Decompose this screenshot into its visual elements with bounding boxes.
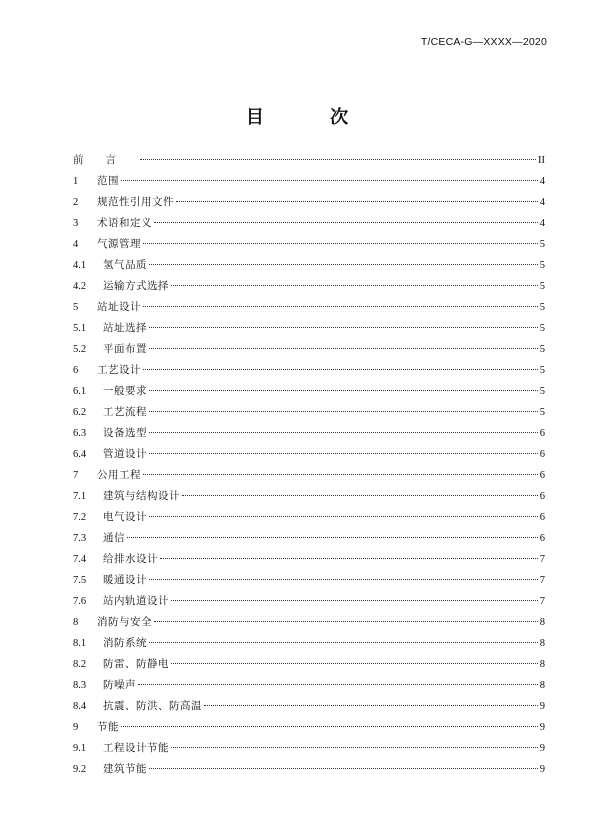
document-code: T/CECA-G—XXXX—2020 — [420, 36, 547, 48]
toc-entry-title: 暖通设计 — [103, 574, 147, 586]
toc-entry[interactable] — [73, 572, 545, 593]
toc-entry[interactable] — [73, 551, 545, 572]
toc-entry-page: 5 — [539, 239, 545, 250]
toc-entry-title: 站内轨道设计 — [103, 595, 169, 607]
toc-entry-number: 5.2 — [73, 344, 87, 355]
toc-entry-title: 抗震、防洪、防高温 — [103, 700, 202, 712]
toc-entry-number: 5 — [73, 302, 79, 313]
toc-entry-page: 5 — [539, 365, 545, 376]
toc-entry[interactable] — [73, 320, 545, 341]
toc-entry-page: 9 — [539, 764, 545, 775]
toc-entry[interactable] — [73, 362, 545, 383]
toc-entry-title: 平面布置 — [103, 343, 147, 355]
toc-entry-number: 8.3 — [73, 680, 87, 691]
toc-entry-title: 工艺流程 — [103, 406, 147, 418]
toc-entry-page: 6 — [539, 449, 545, 460]
dot-leader — [149, 453, 538, 454]
toc-entry[interactable] — [73, 740, 545, 761]
toc-entry-number: 7 — [73, 470, 79, 481]
toc-entry[interactable] — [73, 509, 545, 530]
toc-entry-number: 7.1 — [73, 491, 87, 502]
dot-leader — [143, 369, 538, 370]
dot-leader — [143, 306, 538, 307]
toc-entry[interactable] — [73, 698, 545, 719]
dot-leader — [176, 201, 538, 202]
toc-entry-title: 范围 — [97, 175, 119, 187]
toc-entry-page: 5 — [539, 281, 545, 292]
toc-entry[interactable] — [73, 152, 545, 173]
dot-leader — [121, 726, 538, 727]
dot-leader — [154, 621, 538, 622]
toc-entry[interactable] — [73, 719, 545, 740]
dot-leader — [171, 285, 538, 286]
toc-entry-title: 站址设计 — [97, 301, 141, 313]
toc-entry[interactable] — [73, 635, 545, 656]
toc-entry-title: 规范性引用文件 — [97, 196, 174, 208]
toc-entry-number: 5.1 — [73, 323, 87, 334]
toc-entry-page: 6 — [539, 470, 545, 481]
toc-entry-title: 消防系统 — [103, 637, 147, 649]
toc-entry-number: 6.2 — [73, 407, 87, 418]
toc-entry[interactable] — [73, 299, 545, 320]
toc-entry-page: 5 — [539, 344, 545, 355]
dot-leader — [143, 243, 538, 244]
table-of-contents — [73, 152, 545, 782]
toc-entry[interactable] — [73, 677, 545, 698]
toc-entry-number: 3 — [73, 218, 79, 229]
dot-leader — [149, 768, 538, 769]
dot-leader — [182, 495, 538, 496]
toc-entry[interactable] — [73, 530, 545, 551]
toc-entry-number: 7.3 — [73, 533, 87, 544]
toc-entry[interactable] — [73, 488, 545, 509]
toc-entry-number: 6 — [73, 365, 79, 376]
toc-entry[interactable] — [73, 383, 545, 404]
toc-entry-title: 节能 — [97, 721, 119, 733]
toc-entry-number: 6.4 — [73, 449, 87, 460]
toc-entry-page: 6 — [539, 491, 545, 502]
toc-entry-page: 5 — [539, 260, 545, 271]
toc-entry-page: 9 — [539, 743, 545, 754]
dot-leader — [127, 537, 538, 538]
toc-entry-title: 电气设计 — [103, 511, 147, 523]
toc-entry-page: 9 — [539, 701, 545, 712]
toc-entry-page: 9 — [539, 722, 545, 733]
toc-entry-page: 4 — [539, 218, 545, 229]
toc-entry-title: 站址选择 — [103, 322, 147, 334]
toc-entry-number: 6.1 — [73, 386, 87, 397]
dot-leader — [154, 222, 538, 223]
dot-leader — [149, 390, 538, 391]
toc-entry-title: 一般要求 — [103, 385, 147, 397]
toc-entry-number: 9 — [73, 722, 79, 733]
toc-entry-page: 4 — [539, 176, 545, 187]
toc-entry-title: 建筑与结构设计 — [103, 490, 180, 502]
toc-entry-number: 7.5 — [73, 575, 87, 586]
toc-entry-page: 7 — [539, 554, 545, 565]
toc-entry-page: 6 — [539, 512, 545, 523]
toc-entry-title: 工艺设计 — [97, 364, 141, 376]
toc-entry-title: 气源管理 — [97, 238, 141, 250]
toc-entry-page: 6 — [539, 428, 545, 439]
dot-leader — [143, 474, 538, 475]
toc-entry-title: 公用工程 — [97, 469, 141, 481]
toc-entry-page: 7 — [539, 575, 545, 586]
toc-entry-title: 消防与安全 — [97, 616, 152, 628]
toc-entry-number: 7.6 — [73, 596, 87, 607]
toc-entry-number: 7.4 — [73, 554, 87, 565]
dot-leader — [204, 705, 538, 706]
dot-leader — [121, 180, 538, 181]
toc-entry-number: 1 — [73, 176, 79, 187]
toc-entry-number: 4.2 — [73, 281, 87, 292]
toc-entry-number: 8.2 — [73, 659, 87, 670]
dot-leader — [171, 663, 538, 664]
toc-entry[interactable] — [73, 404, 545, 425]
toc-entry-title: 前言 — [73, 154, 138, 166]
toc-entry-title: 通信 — [103, 532, 125, 544]
dot-leader — [149, 264, 538, 265]
toc-entry-number: 9.2 — [73, 764, 87, 775]
dot-leader — [160, 558, 538, 559]
toc-entry-number: 8 — [73, 617, 79, 628]
toc-entry-title: 氢气品质 — [103, 259, 147, 271]
toc-entry-page: 5 — [539, 386, 545, 397]
toc-entry-page: 8 — [539, 638, 545, 649]
dot-leader — [149, 348, 538, 349]
toc-entry[interactable] — [73, 467, 545, 488]
dot-leader — [171, 747, 538, 748]
toc-entry-title: 防雷、防静电 — [103, 658, 169, 670]
toc-entry[interactable] — [73, 278, 545, 299]
toc-entry-title: 运输方式选择 — [103, 280, 169, 292]
toc-entry[interactable] — [73, 446, 545, 467]
toc-entry-title: 建筑节能 — [103, 763, 147, 775]
toc-entry[interactable] — [73, 341, 545, 362]
toc-entry-page: 8 — [539, 680, 545, 691]
dot-leader — [140, 159, 536, 160]
toc-entry-title: 工程设计节能 — [103, 742, 169, 754]
dot-leader — [149, 327, 538, 328]
dot-leader — [138, 684, 538, 685]
toc-entry[interactable] — [73, 761, 545, 782]
toc-entry-page: 5 — [539, 302, 545, 313]
dot-leader — [149, 432, 538, 433]
toc-entry[interactable] — [73, 614, 545, 635]
toc-entry-page: II — [538, 155, 545, 166]
dot-leader — [149, 411, 538, 412]
dot-leader — [171, 600, 538, 601]
toc-entry[interactable] — [73, 425, 545, 446]
toc-entry-number: 9.1 — [73, 743, 87, 754]
dot-leader — [149, 516, 538, 517]
toc-entry[interactable] — [73, 215, 545, 236]
toc-entry[interactable] — [73, 236, 545, 257]
toc-entry[interactable] — [73, 593, 545, 614]
dot-leader — [149, 579, 538, 580]
toc-entry-title: 术语和定义 — [97, 217, 152, 229]
toc-entry-number: 8.1 — [73, 638, 87, 649]
toc-entry-page: 5 — [539, 323, 545, 334]
toc-entry-number: 2 — [73, 197, 79, 208]
toc-entry-number: 8.4 — [73, 701, 87, 712]
toc-entry-number: 6.3 — [73, 428, 87, 439]
toc-entry-page: 5 — [539, 407, 545, 418]
toc-entry[interactable] — [73, 173, 545, 194]
toc-entry[interactable] — [73, 257, 545, 278]
toc-entry-title: 给排水设计 — [103, 553, 158, 565]
toc-entry-title: 管道设计 — [103, 448, 147, 460]
toc-entry-title: 防噪声 — [103, 679, 136, 691]
toc-entry-page: 7 — [539, 596, 545, 607]
toc-entry-title: 设备选型 — [103, 427, 147, 439]
toc-entry-page: 4 — [539, 197, 545, 208]
toc-entry-number: 4 — [73, 239, 79, 250]
toc-entry-page: 8 — [539, 659, 545, 670]
dot-leader — [149, 642, 538, 643]
toc-entry[interactable] — [73, 194, 545, 215]
page-title: 目 次 — [245, 107, 379, 128]
toc-entry-number: 4.1 — [73, 260, 87, 271]
toc-entry[interactable] — [73, 656, 545, 677]
toc-entry-page: 8 — [539, 617, 545, 628]
toc-entry-number: 7.2 — [73, 512, 87, 523]
toc-entry-page: 6 — [539, 533, 545, 544]
